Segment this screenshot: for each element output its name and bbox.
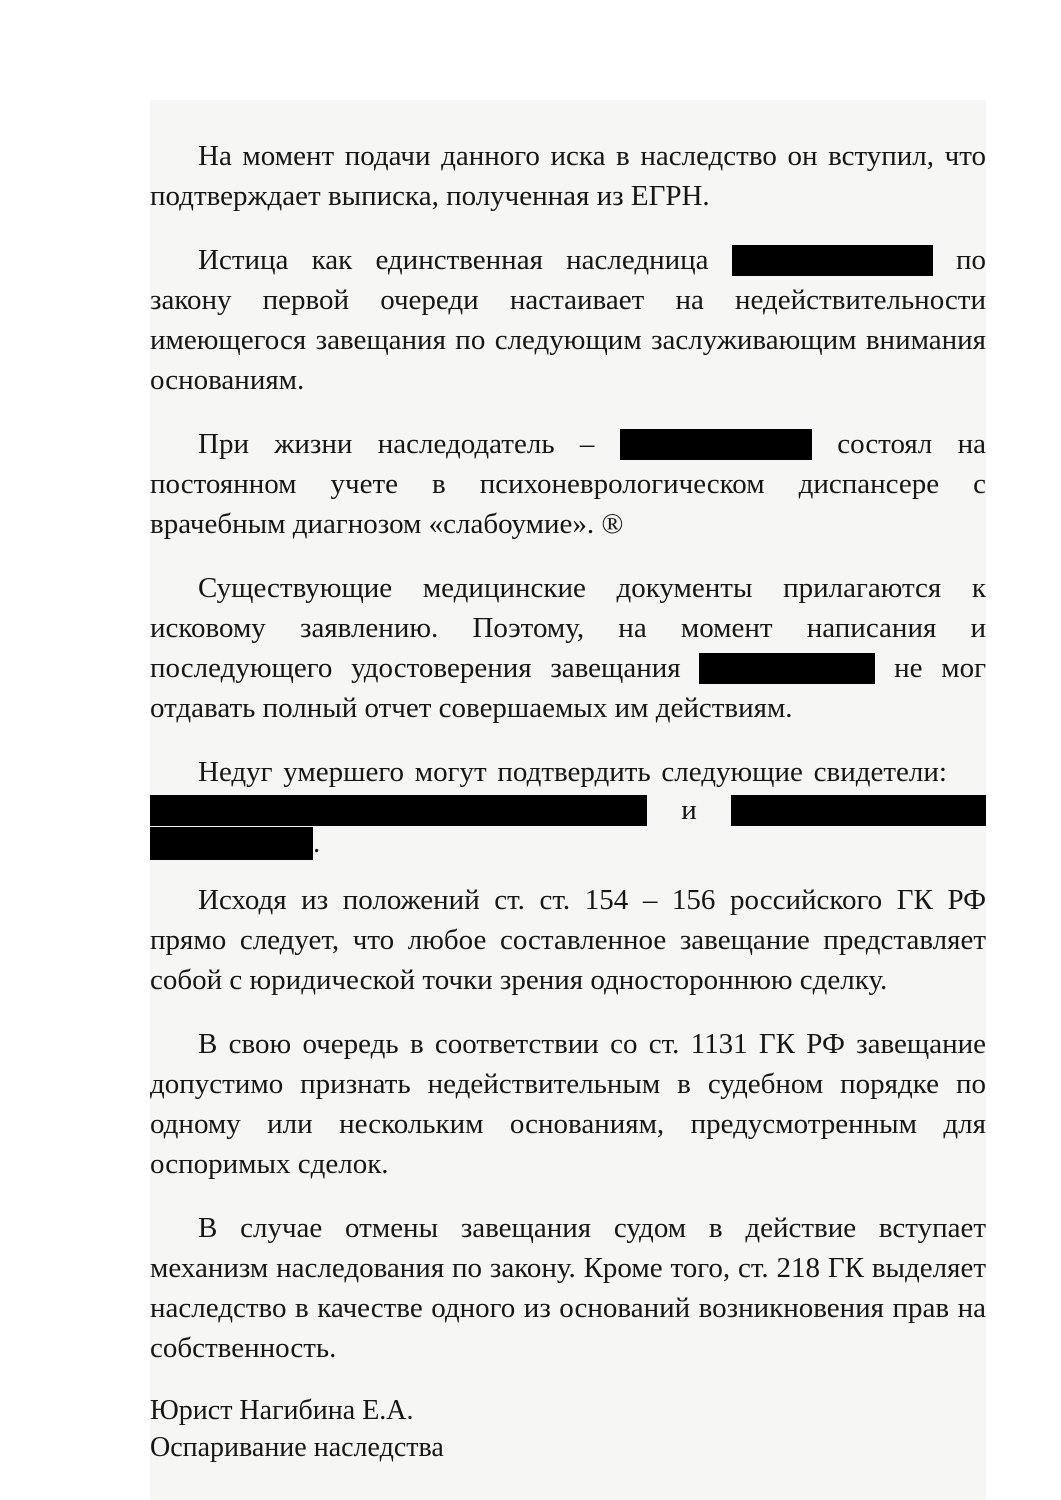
lawyer-name: Юрист Нагибина Е.А. bbox=[150, 1395, 414, 1426]
paragraph-gk-1131 bbox=[150, 1024, 986, 1184]
redaction-bar bbox=[731, 795, 986, 826]
period-text: . bbox=[313, 827, 321, 859]
paragraph-text: Недуг умершего могут подтвердить следующие свидетели: bbox=[198, 756, 947, 788]
redaction-bar bbox=[699, 653, 875, 684]
conjunction-text: и bbox=[681, 794, 697, 826]
paragraph-medical-documents bbox=[150, 568, 986, 728]
case-category: Оспаривание наследства bbox=[150, 1432, 444, 1463]
redaction-bar bbox=[150, 795, 647, 826]
paragraph-text: не мог отдавать полный отчет совершаемых им действиям. bbox=[150, 652, 987, 724]
paragraph-text: В свою очередь в соответствии со ст. 1131 ГК РФ завещание допустимо признать недействительным в судебном порядке по одному или нескольким основаниям, предусмотренным для оспоримых сделок. bbox=[150, 1028, 986, 1180]
redaction-bar bbox=[620, 429, 812, 460]
redaction-bar bbox=[732, 245, 933, 276]
paragraph-text: Существующие медицинские документы прилагаются к исковому заявлению. Поэтому, на момент написания и последующего удостоверения завещания bbox=[150, 572, 986, 684]
signature-block bbox=[150, 1392, 986, 1466]
paragraph-inheritance-entered bbox=[150, 136, 986, 216]
scanned-document-page bbox=[150, 100, 986, 1500]
document-body bbox=[150, 100, 986, 1466]
witnesses-heading bbox=[150, 752, 986, 792]
paragraph-text: На момент подачи данного иска в наследство он вступил, что подтверждает выписка, полученная из ЕГРН. bbox=[150, 140, 986, 212]
redaction-bar bbox=[150, 827, 313, 860]
paragraph-text: Исходя из положений ст. ст. 154 – 156 российского ГК РФ прямо следует, что любое составленное завещание представляет собой с юридической точки зрения одностороннюю сделку. bbox=[150, 884, 986, 996]
paragraph-will-cancellation bbox=[150, 1208, 986, 1368]
paragraph-testator-diagnosis bbox=[150, 424, 986, 544]
paragraph-text: В случае отмены завещания судом в действие вступает механизм наследования по закону. Кроме того, ст. 218 ГК выделяет наследство в качестве одного из оснований возникновения прав на собственность. bbox=[150, 1212, 986, 1364]
paragraph-plaintiff-claim bbox=[150, 240, 986, 400]
paragraph-text: При жизни наследодатель – bbox=[198, 428, 595, 460]
paragraph-gk-154-156 bbox=[150, 880, 986, 1000]
paragraph-text: по закону первой очереди настаивает на недействительности имеющегося завещания по следующим заслуживающим внимания основаниям. bbox=[150, 244, 987, 396]
redacted-witness-names-line1 bbox=[150, 794, 986, 827]
paragraph-text: состоял на постоянном учете в психоневрологическом диспансере с врачебным диагнозом «слабоумие». ® bbox=[150, 428, 987, 540]
paragraph-text: Истица как единственная наследница bbox=[198, 244, 709, 276]
redacted-witness-names-line2 bbox=[150, 827, 986, 860]
